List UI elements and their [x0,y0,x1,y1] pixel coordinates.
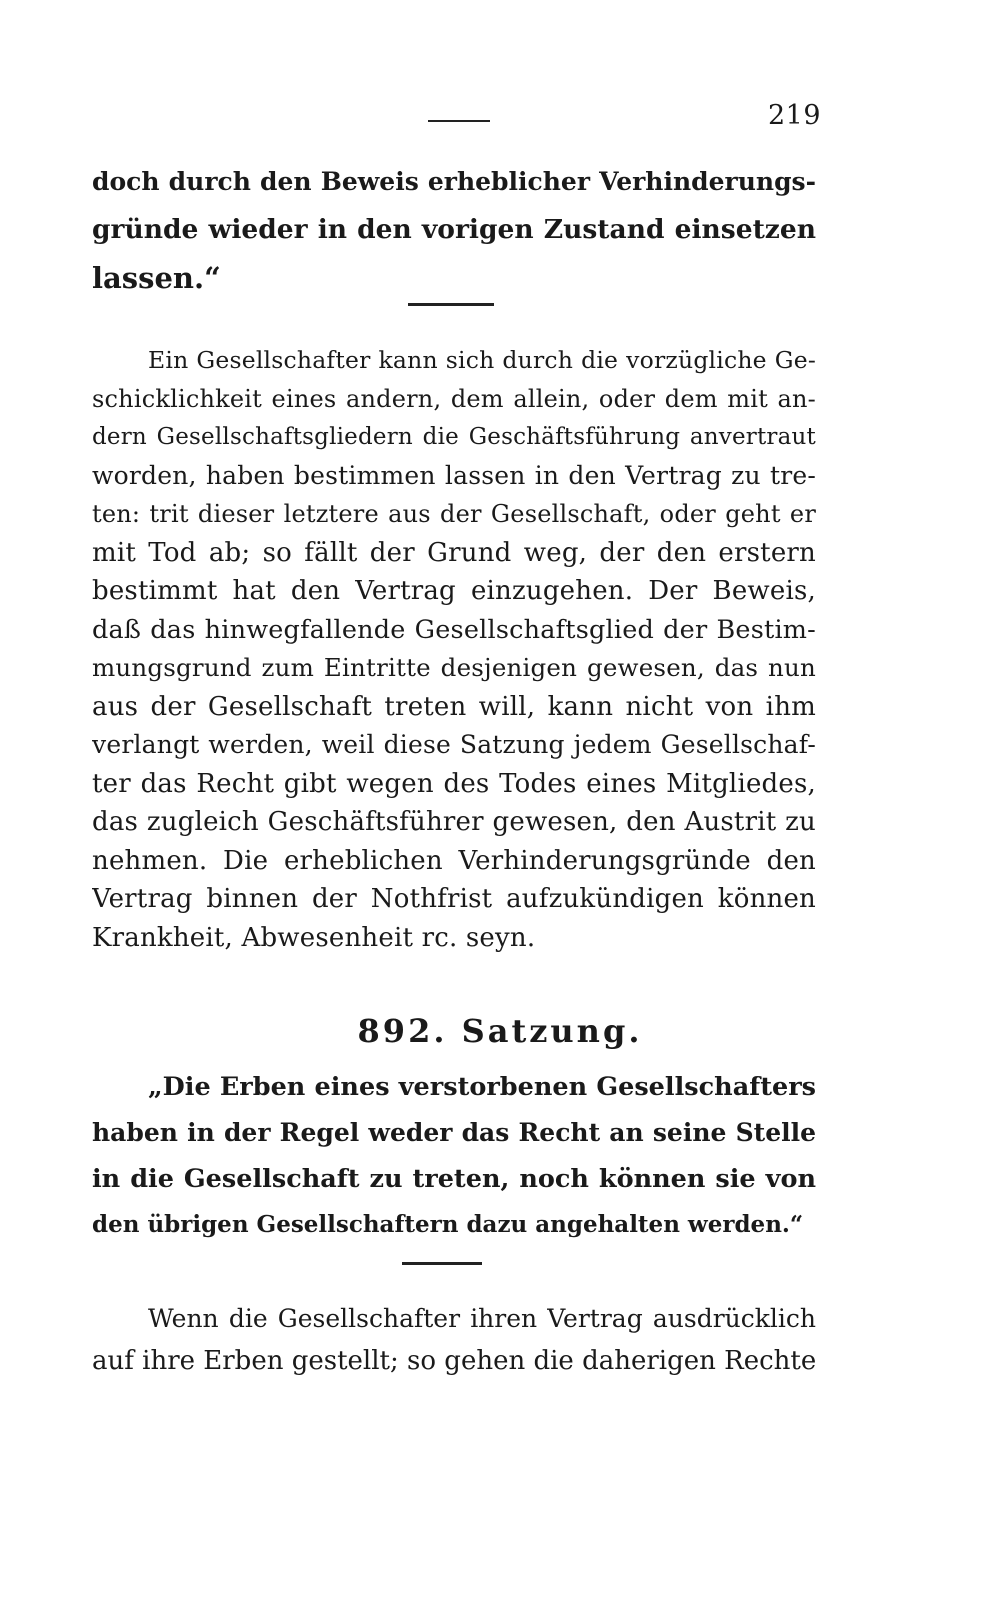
text-line: den übrigen Gesellschaftern dazu angehalten werden.“ [92,1211,804,1238]
section-divider [402,1262,482,1265]
text-line: Ein Gesellschafter kann sich durch die vorzügliche Ge- [148,346,816,374]
text-line: ter das Recht gibt wegen des Todes eines Mitgliedes, [92,768,816,799]
text-line: Vertrag binnen der Nothfrist aufzukündigen können [92,884,816,914]
text-line: dern Gesellschaftsgliedern die Geschäftsführung anvertraut [92,424,816,450]
text-line: das zugleich Geschäftsführer gewesen, den Austrit zu [92,807,816,837]
header-rule [428,120,490,122]
text-line: bestimmt hat den Vertrag einzugehen. Der Beweis, [92,576,816,606]
text-line: daß das hinwegfallende Gesellschaftsglied der Bestim- [92,614,816,645]
commentary-paragraph [92,341,816,957]
section-divider [408,303,494,306]
text-line: verlangt werden, weil diese Satzung jedem Gesellschaf- [92,730,816,759]
section-heading: 892. Satzung. [357,1012,643,1050]
text-line: in die Gesellschaft zu treten, noch können sie von [92,1164,816,1194]
text-line: lassen.“ [92,261,221,295]
text-line: mungsgrund zum Eintritte desjenigen gewesen, das nun [92,653,816,682]
statute-paragraph [92,1064,816,1248]
text-line: mit Tod ab; so fällt der Grund weg, der den erstern [92,537,816,568]
text-line: haben in der Regel weder das Recht an seine Stelle [92,1118,816,1147]
text-line: aus der Gesellschaft treten will, kann nicht von ihm [92,691,816,722]
text-line: „Die Erben eines verstorbenen Gesellschafters [148,1072,816,1102]
text-line: Krankheit, Abwesenheit rc. seyn. [92,922,536,953]
text-line: ten: trit dieser letztere aus der Gesellschaft, oder geht er [92,500,816,528]
text-line: schicklichkeit eines andern, dem allein, oder dem mit an- [92,384,816,413]
text-line: nehmen. Die erheblichen Verhinderungsgründe den [92,845,816,876]
text-line: worden, haben bestimmen lassen in den Vertrag zu tre- [92,460,816,490]
text-line: gründe wieder in den vorigen Zustand einsetzen [92,214,816,245]
text-line: Wenn die Gesellschafter ihren Vertrag ausdrücklich [148,1304,816,1333]
paragraph-continuation [92,158,816,302]
commentary-paragraph [92,1298,816,1382]
text-line: auf ihre Erben gestellt; so gehen die daherigen Rechte [92,1346,816,1376]
text-line: doch durch den Beweis erheblicher Verhinderungs- [92,167,816,196]
page-number: 219 [768,100,822,131]
